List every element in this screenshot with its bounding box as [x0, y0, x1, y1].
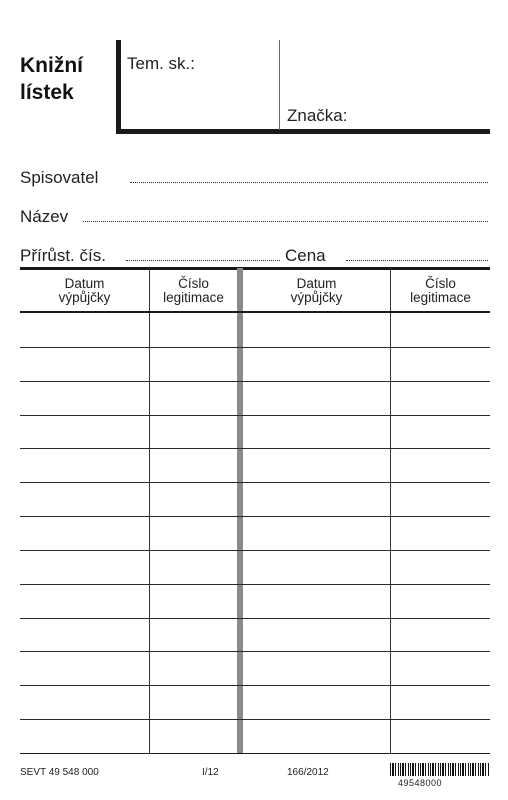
author-dots [130, 182, 488, 183]
accession-dots [126, 260, 280, 261]
znacka-label: Značka: [287, 106, 348, 125]
year-code: 166/2012 [287, 767, 329, 778]
column-header-card-1: Číslo legitimace [163, 276, 224, 305]
header-left-border [116, 40, 121, 134]
column-header-date-1: Datum výpůjčky [58, 276, 111, 305]
table-row-line [20, 685, 490, 686]
table-row-line [20, 618, 490, 619]
table-row-line [20, 482, 490, 483]
price-dots [346, 260, 488, 261]
column-header-date-2: Datum výpůjčky [290, 276, 343, 305]
name-dots [83, 221, 488, 222]
table-row-line [20, 415, 490, 416]
col-divider-1 [149, 268, 150, 754]
header-bottom-border [116, 129, 490, 134]
table-top-border [20, 267, 490, 270]
accession-label: Přírůst. čís. [20, 246, 106, 265]
column-header-card-2: Číslo legitimace [410, 276, 471, 305]
table-row-line [20, 516, 490, 517]
table-row-line [20, 347, 490, 348]
tem-sk-label: Tem. sk.: [127, 54, 196, 73]
edition-code: I/12 [202, 767, 219, 778]
table-row-line [20, 448, 490, 449]
table-row-line [20, 651, 490, 652]
col-divider-3 [390, 268, 391, 754]
col-divider-center [237, 268, 243, 754]
barcode [390, 763, 490, 776]
author-label: Spisovatel [20, 168, 99, 187]
name-label: Název [20, 207, 69, 226]
publisher-code: SEVT 49 548 000 [20, 767, 99, 778]
table-row-line [20, 550, 490, 551]
barcode-number: 49548000 [398, 778, 443, 788]
price-label: Cena [285, 246, 326, 265]
table-row-line [20, 381, 490, 382]
title-line-1: Knižní [20, 54, 83, 77]
title-line-2: lístek [20, 81, 74, 104]
table-row-line [20, 584, 490, 585]
table-bottom-border [20, 753, 490, 754]
form-title [20, 52, 83, 106]
header-separator [20, 311, 490, 313]
header-divider [279, 40, 280, 130]
table-row-line [20, 719, 490, 720]
